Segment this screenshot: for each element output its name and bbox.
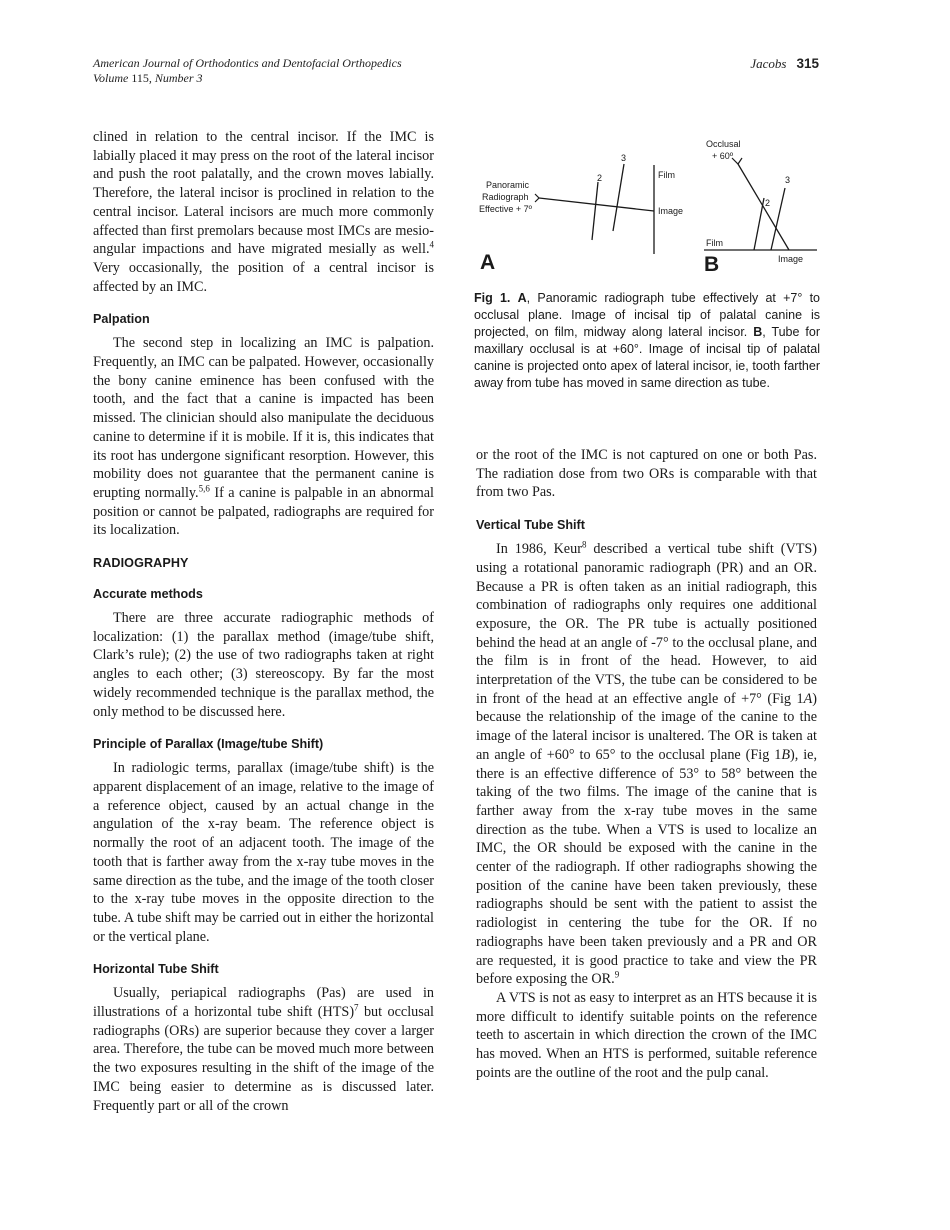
heading-radiography: RADIOGRAPHY xyxy=(93,556,189,571)
b-mark-2: 2 xyxy=(765,198,771,208)
ref-9: 9 xyxy=(614,969,620,980)
b-tooth-2-line xyxy=(754,198,764,250)
figure-1 xyxy=(476,136,820,278)
ref-4: 4 xyxy=(429,239,434,250)
figure-1-caption: Fig 1. A, Panoramic radiograph tube effectively at +7° to occlusal plane. Image of incisal tip of palatal canine is projected, on film, midway along lateral incisor. B, Tube for maxillary occlusal is at +60°. Image of incisal tip of palatal canine is projected onto apex of lateral incisor, ie, tooth farther away from tube has moved in same direction as tube. xyxy=(474,291,820,390)
a-source-label-2: Radiograph xyxy=(482,192,529,202)
ref-8: 8 xyxy=(581,539,587,550)
a-tooth-3-line xyxy=(613,164,624,231)
a-tooth-2-line xyxy=(592,182,598,240)
b-image-label: Image xyxy=(778,254,804,264)
heading-accurate-methods: Accurate methods xyxy=(93,587,203,602)
page-number: 315 xyxy=(796,56,819,71)
a-mark-3: 3 xyxy=(621,153,627,163)
paragraph-vts-vs-hts: A VTS is not as easy to interpret as an HTS because it is more difficult to identify suitable points on the reference teeth to ascertain in which direction the crown of the IMC has moved. When an HTS is performed, suitable reference points are the outline of the root and the pulp canal. xyxy=(476,989,817,1081)
ref-5-6: 5,6 xyxy=(198,483,210,494)
author-page xyxy=(750,56,819,72)
a-tube-marker xyxy=(535,194,539,202)
b-film-label: Film xyxy=(706,238,723,248)
running-author: Jacobs xyxy=(750,56,787,71)
heading-vertical-tube-shift: Vertical Tube Shift xyxy=(476,518,585,533)
b-tube-marker xyxy=(732,158,742,164)
journal-citation xyxy=(93,56,402,86)
paragraph-palpation: The second step in localizing an IMC is palpation. Frequently, an IMC can be palpated. However, occasionally the bony canine eminence has been confused with the tooth, and the fact that a canine is impacted has been missed. The clinician should also manipulate the deciduous canine to determine if it is mobile. If it is, this indicates that its root has undergone significant resorption. However, this mobility does not guarantee that the permanent canine is erupting normally.$^{5,6}$ If a canine is palpable in an abnormal position or cannot be palpated, radiographs are required for its localization. xyxy=(93,335,434,539)
paragraph-horizontal-tube-shift: Usually, periapical radiographs (Pas) are used in illustrations of a horizontal tube shift (HTS)$^7$ but occlusal radiographs (ORs) are superior because they cover a larger area. Therefore, the tube can be moved much more between the two exposures resulting in the shift of the image of the IMC being easier to determine as is discussed later. Frequently part or all of the crown xyxy=(93,985,434,1114)
panel-b-letter: B xyxy=(704,253,720,276)
b-source-label-1: Occlusal xyxy=(706,139,741,149)
caption-fig-label: Fig 1. xyxy=(474,291,511,305)
volume-issue: Volume 115, Number 3 xyxy=(93,71,203,85)
panel-a-letter: A xyxy=(480,251,496,274)
panel-a xyxy=(479,153,683,274)
heading-parallax: Principle of Parallax (Image/tube Shift) xyxy=(93,737,324,752)
a-image-label: Image xyxy=(658,206,684,216)
paragraph-intro: clined in relation to the central incisor. If the IMC is labially placed it may press on the root of the lateral incisor and push the root palatally, and the crown moves labially. Therefore, the lateral incisor is proclined in relation to the central incisor. Lateral incisors are much more commonly affected than first premolars because most IMCs are mesio-angular impactions and have migrated mesially as well.$^4$ Very occasionally, the position of a central incisor is affected by an IMC. xyxy=(93,129,434,295)
caption-a-label: A xyxy=(517,291,527,305)
a-source-label-1: Panoramic xyxy=(486,180,530,190)
a-mark-2: 2 xyxy=(597,173,603,183)
b-source-label-2: + 60º xyxy=(712,151,734,161)
left-column xyxy=(93,128,434,1115)
caption-b-label: B xyxy=(753,325,763,339)
journal-title: American Journal of Orthodontics and Dentofacial Orthopedics xyxy=(93,56,402,70)
paragraph-accurate-methods: There are three accurate radiographic methods of localization: (1) the parallax method (image/tube shift, Clark’s rule); (2) the use of two radiographs taken at right angles to each other; (3) stereoscopy. By far the most widely recommended technique is the parallax method, the only method to be discussed here. xyxy=(93,610,434,720)
paragraph-continued: or the root of the IMC is not captured on one or both Pas. The radiation dose from two ORs is comparable with that from two Pas. xyxy=(476,447,817,501)
a-source-label-3: Effective + 7º xyxy=(479,204,532,214)
right-column xyxy=(476,446,817,1083)
heading-palpation: Palpation xyxy=(93,312,150,327)
paragraph-parallax: In radiologic terms, parallax (image/tube shift) is the apparent displacement of an image, relative to the image of a reference object, caused by an actual change in the angulation of the x-ray beam. The reference object is normally the root of an adjacent tooth. The image of the tooth that is farther away from the x-ray tube moves in the same direction as the tube, and the image of the tooth closer to the x-ray tube moves in the opposite direction to the tube. A tube shift may be carried out in either the horizontal or the vertical plane. xyxy=(93,760,434,945)
a-film-label: Film xyxy=(658,170,675,180)
panel-b xyxy=(704,139,817,276)
heading-horizontal-tube-shift: Horizontal Tube Shift xyxy=(93,962,219,977)
ref-7: 7 xyxy=(354,1002,359,1013)
figure-1-diagram xyxy=(476,136,820,278)
b-mark-3: 3 xyxy=(785,175,791,185)
paragraph-vertical-tube-shift: In 1986, Keur$^8$ described a vertical tube shift (VTS) using a rotational panoramic radiograph (PR) and an OR. Because a PR is often taken as an initial radiograph, this combination of radiographs only requires one additional exposure, the OR. The PR tube is actually positioned behind the head at an angle of -7° to the occlusal plane, and the film is in front of the head. However, to aid interpretation of the VTS, the tube can be considered to be in front of the head at an effective angle of +7° (Fig 1A) because the relationship of the image of the canine to the image of the lateral incisor is unaltered. The OR is taken at an angle of +60° to 65° to the occlusal plane (Fig 1B), ie, there is an effective difference of 53° to 58° between the taking of the two films. The image of the canine that is farther away from the x-ray tube moves in the same direction as the tube. When a VTS is used to localize an IMC, the OR should be exposed with the canine in the center of the radiograph. If other radiographs showing the position of the canine have been taken previously, these radiographs should be sent with the patient to assist the radiologist in centering the tube for the OR. If no radiographs have been taken previously and a PR and OR are requested, it is good practice to take and view the PR before exposing the OR.$^9$ xyxy=(476,539,818,988)
